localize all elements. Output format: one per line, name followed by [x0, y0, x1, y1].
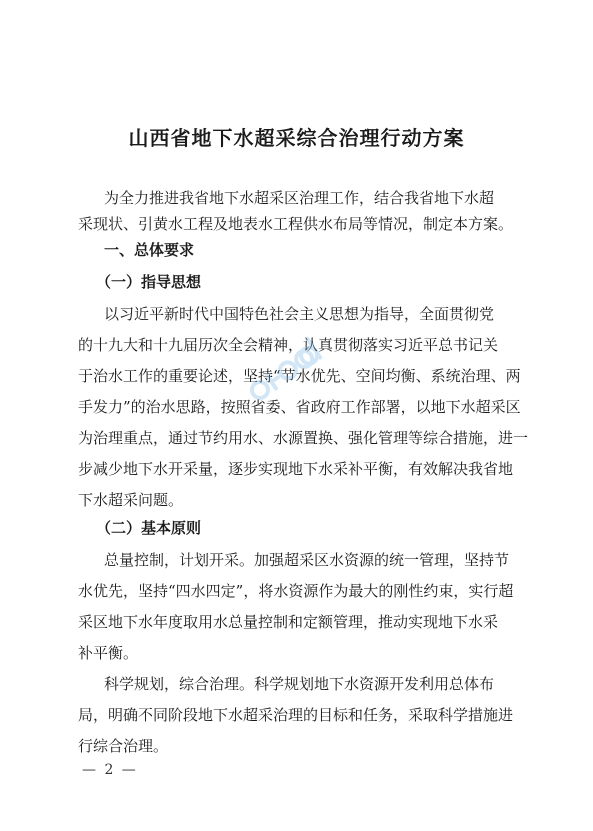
- page-number: — 2 —: [82, 762, 138, 778]
- document-title: 山西省地下水超采综合治理行动方案: [128, 126, 465, 150]
- intro-line-1: 为全力推进我省地下水超采区治理工作，结合我省地下水超: [104, 189, 495, 207]
- section-heading-general-requirements: 一、总体要求: [104, 241, 195, 259]
- paragraph-line: 手发力”的治水思路，按照省委、省政府工作部署，以地下水超采区: [78, 398, 521, 416]
- intro-line-2: 采现状、引黄水工程及地表水工程供水布局等情况，制定本方案。: [78, 215, 514, 233]
- paragraph-line: 下水超采问题。: [78, 491, 184, 509]
- paragraph-line: 总量控制，计划开采。加强超采区水资源的统一管理，坚持节: [104, 551, 510, 569]
- paragraph-line: 采区地下水年度取用水总量控制和定额管理，推动实现地下水采: [78, 613, 499, 631]
- paragraph-line: 行综合治理。: [78, 737, 169, 755]
- paragraph-line: 科学规划，综合治理。科学规划地下水资源开发利用总体布: [104, 675, 495, 693]
- subsection-heading-basic-principles: （二）基本原则: [96, 519, 202, 537]
- paragraph-line: 以习近平新时代中国特色社会主义思想为指导，全面贯彻党: [104, 305, 495, 323]
- paragraph-line: 于治水工作的重要论述，坚持“节水优先、空间均衡、系统治理、两: [78, 367, 521, 385]
- paragraph-line: 为治理重点，通过节约用水、水源置换、强化管理等综合措施，进一: [78, 429, 529, 447]
- paragraph-line: 局，明确不同阶段地下水超采治理的目标和任务，采取科学措施进: [78, 706, 514, 724]
- paragraph-line: 的十九大和十九届历次全会精神，认真贯彻落实习近平总书记关: [78, 336, 499, 354]
- paragraph-line: 步减少地下水开采量，逐步实现地下水采补平衡，有效解决我省地: [78, 460, 514, 478]
- paragraph-line: 补平衡。: [78, 644, 139, 662]
- subsection-heading-guiding-ideology: （一）指导思想: [96, 273, 202, 291]
- paragraph-line: 水优先，坚持“四水四定”，将水资源作为最大的刚性约束，实行超: [78, 582, 514, 600]
